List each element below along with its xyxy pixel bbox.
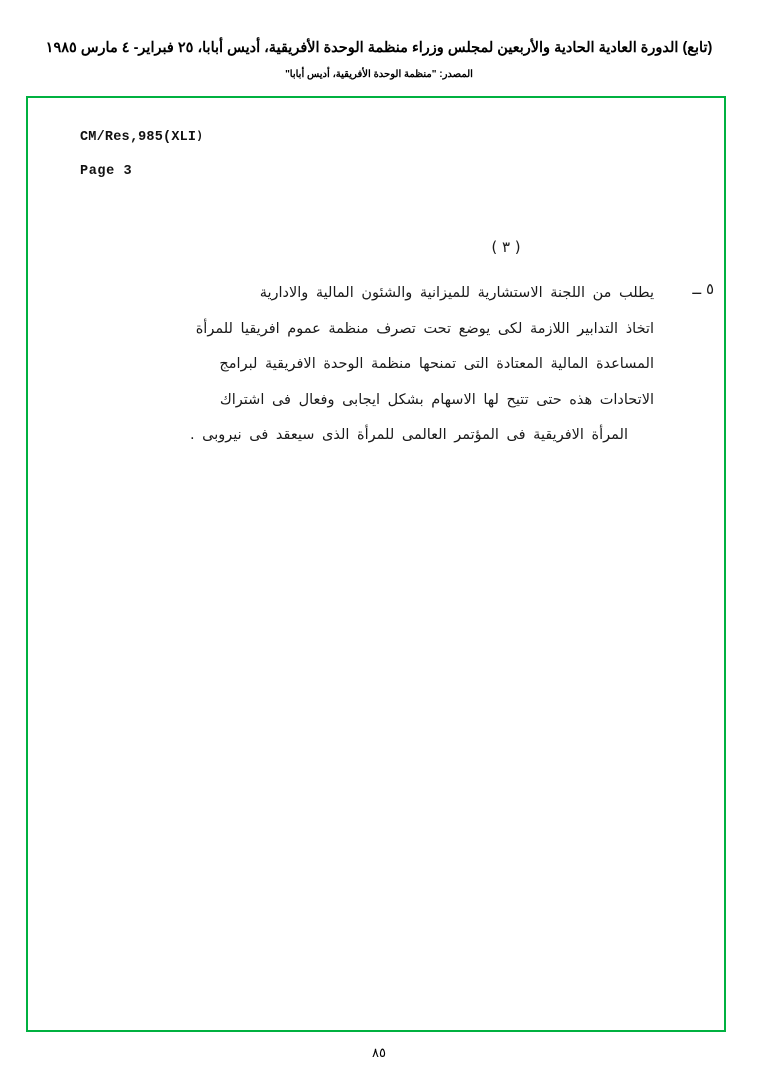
document-reference-text: CM/Res‚985(XLI — [80, 130, 197, 145]
document-reference-suffix: ) — [196, 130, 204, 143]
document-body — [28, 238, 724, 454]
folio-number: ٨٥ — [372, 1046, 386, 1061]
body-line-4: الاتحادات هذه حتى تتيح لها الاسهام بشكل ايجابى وفعال فى اشتراك — [219, 391, 654, 408]
body-line-5: المرأة الافريقية فى المؤتمر العالمى للمرأة الذى سيعقد فى نيروبى . — [189, 427, 628, 444]
resolution-paragraph — [28, 276, 724, 454]
document-reference — [80, 130, 203, 145]
body-line-3: المساعدة المالية المعتادة التى تمنحها منظمة الوحدة الافريقية لبرامج — [219, 356, 654, 373]
document-page-label: Page 3 — [80, 164, 133, 179]
body-line-2: اتخاذ التدابير اللازمة لكى يوضع تحت تصرف منظمة عموم افريقيا للمرأة — [195, 320, 654, 337]
header-source: المصدر: "منظمة الوحدة الأفريقية، أديس أبابا" — [285, 68, 473, 80]
body-line-1: يطلب من اللجنة الاستشارية للميزانية والشئون المالية والادارية — [259, 285, 654, 301]
header-title: (تابع) الدورة العادية الحادية والأربعين لمجلس وزراء منظمة الوحدة الأفريقية، أديس أبابا، ٢٥ فبراير- ٤ مارس ١٩٨٥ — [45, 40, 713, 56]
item-marker: ٥ ــ — [692, 280, 714, 298]
page-header — [0, 38, 758, 80]
section-number: ( ٣ ) — [491, 238, 521, 256]
document-frame — [26, 96, 726, 1032]
